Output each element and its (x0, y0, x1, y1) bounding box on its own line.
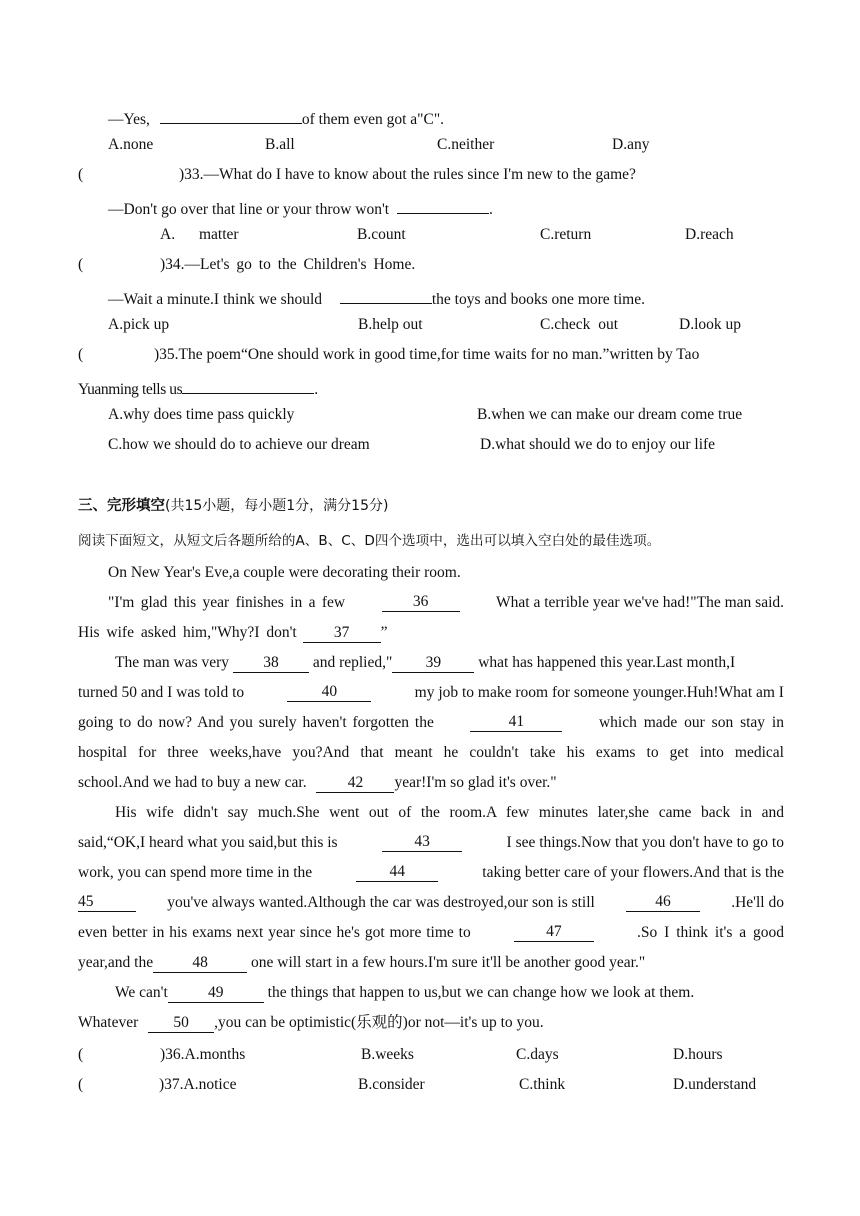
answer-paren[interactable]: ( (78, 1046, 84, 1063)
q32-reply: —Yes, of them even got a"C". (108, 105, 444, 130)
option-b: B.when we can make our dream come true (477, 406, 743, 423)
section-instruction: 阅读下面短文，从短文后各题所给的A、B、C、D四个选项中，选出可以填入空白处的最佳选项。 (78, 533, 661, 549)
blank-38[interactable]: 38 (233, 654, 309, 673)
section-heading: 三、完形填空(共15小题，每小题1分，满分15分) (78, 498, 389, 514)
option-d: D.look up (679, 316, 741, 333)
option-b: B.count (357, 226, 406, 243)
q37-option-c: C.think (519, 1076, 566, 1093)
option-a: A.none (108, 136, 154, 153)
blank-39[interactable]: 39 (392, 654, 474, 673)
blank-45[interactable]: 45 (78, 893, 136, 912)
blank-50[interactable]: 50 (148, 1014, 214, 1033)
passage-line: His wife didn't say much.She went out of the room.A few minutes later,she came back in and (115, 804, 784, 821)
passage-line: school.And we had to buy a new car. 42 year!I'm so glad it's over." (78, 774, 557, 791)
passage-line: His wife asked him,"Why?I don't 37 ” (78, 624, 388, 641)
q37-option-d: D.understand (673, 1076, 757, 1093)
passage-line: even better in his exams next year since he's got more time to 47 .So I think it's a good (78, 923, 784, 941)
q34-reply: —Wait a minute.I think we should the toys and books one more time. (108, 285, 645, 310)
answer-paren[interactable]: ( (78, 346, 84, 363)
blank-48[interactable]: 48 (153, 954, 247, 973)
option-c: C.return (540, 226, 592, 243)
q37-option-b: B.consider (358, 1076, 425, 1093)
passage-line: 45 you've always wanted.Although the car was destroyed,our son is still 46 .He'll do (78, 893, 784, 911)
option-a: A.why does time pass quickly (108, 406, 295, 423)
passage-line: "I'm glad this year finishes in a few 36 What a terrible year we've had!"The man said. (108, 593, 784, 611)
blank-43[interactable]: 43 (382, 833, 462, 852)
q37-option-a: )37.A.notice (159, 1076, 237, 1093)
blank-37[interactable]: 37 (303, 624, 381, 643)
passage-line: On New Year's Eve,a couple were decorating their room. (108, 564, 461, 581)
passage-line: going to do now? And you surely haven't forgotten the 41 which made our son stay in (78, 713, 784, 731)
blank-47[interactable]: 47 (514, 923, 594, 942)
option-c: C.neither (437, 136, 495, 153)
answer-paren[interactable]: ( (78, 1076, 84, 1093)
blank-40[interactable]: 40 (287, 683, 371, 702)
blank-42[interactable]: 42 (316, 774, 394, 793)
passage-line: turned 50 and I was told to 40 my job to make room for someone younger.Huh!What am I (78, 683, 784, 701)
blank-49[interactable]: 49 (168, 984, 264, 1003)
answer-paren[interactable]: ( (78, 256, 84, 273)
option-b: B.help out (358, 316, 423, 333)
passage-line: Whatever 50 ,you can be optimistic(乐观的)or not—it's up to you. (78, 1014, 544, 1031)
blank-41[interactable]: 41 (470, 713, 562, 732)
blank-44[interactable]: 44 (356, 863, 438, 882)
option-b: B.all (265, 136, 295, 153)
passage-line: said,“OK,I heard what you said,but this is 43 I see things.Now that you don't have to go to (78, 833, 784, 851)
answer-blank[interactable] (340, 285, 432, 304)
passage-line: We can't 49 the things that happen to us,but we can change how we look at them. (115, 984, 695, 1001)
q36-option-a: )36.A.months (160, 1046, 246, 1063)
option-c: C.how we should do to achieve our dream (108, 436, 370, 453)
q35-text: )35.The poem“One should work in good time,for time waits for no man.”written by Tao (154, 346, 700, 363)
option-c: C.check out (540, 316, 619, 333)
answer-blank[interactable] (397, 195, 489, 214)
option-d: D.what should we do to enjoy our life (480, 436, 716, 453)
blank-46[interactable]: 46 (626, 893, 700, 912)
q36-option-b: B.weeks (361, 1046, 414, 1063)
q36-option-c: C.days (516, 1046, 559, 1063)
passage-line: work, you can spend more time in the 44 taking better care of your flowers.And that is the (78, 863, 784, 881)
answer-blank[interactable] (160, 105, 302, 124)
option-d: D.reach (685, 226, 734, 243)
blank-36[interactable]: 36 (382, 593, 460, 612)
option-a: A. (160, 226, 176, 243)
option-a-text: matter (199, 226, 239, 243)
answer-paren[interactable]: ( (78, 166, 84, 183)
passage-line: year,and the 48 one will start in a few hours.I'm sure it'll be another good year." (78, 954, 646, 971)
passage-line: The man was very 38 and replied," 39 what has happened this year.Last month,I (115, 654, 736, 671)
q33-text: )33.—What do I have to know about the rules since I'm new to the game? (179, 166, 636, 183)
option-d: D.any (612, 136, 650, 153)
answer-blank[interactable] (182, 375, 314, 394)
q33-reply: —Don't go over that line or your throw won't . (108, 195, 493, 220)
option-a: A.pick up (108, 316, 170, 333)
q36-option-d: D.hours (673, 1046, 723, 1063)
q34-text: )34.—Let's go to the Children's Home. (160, 256, 416, 273)
passage-line: hospital for three weeks,have you?And that meant he couldn't take his exams to get into medical (78, 744, 784, 761)
q35-text-cont: Yuanming tells us . (78, 375, 318, 400)
